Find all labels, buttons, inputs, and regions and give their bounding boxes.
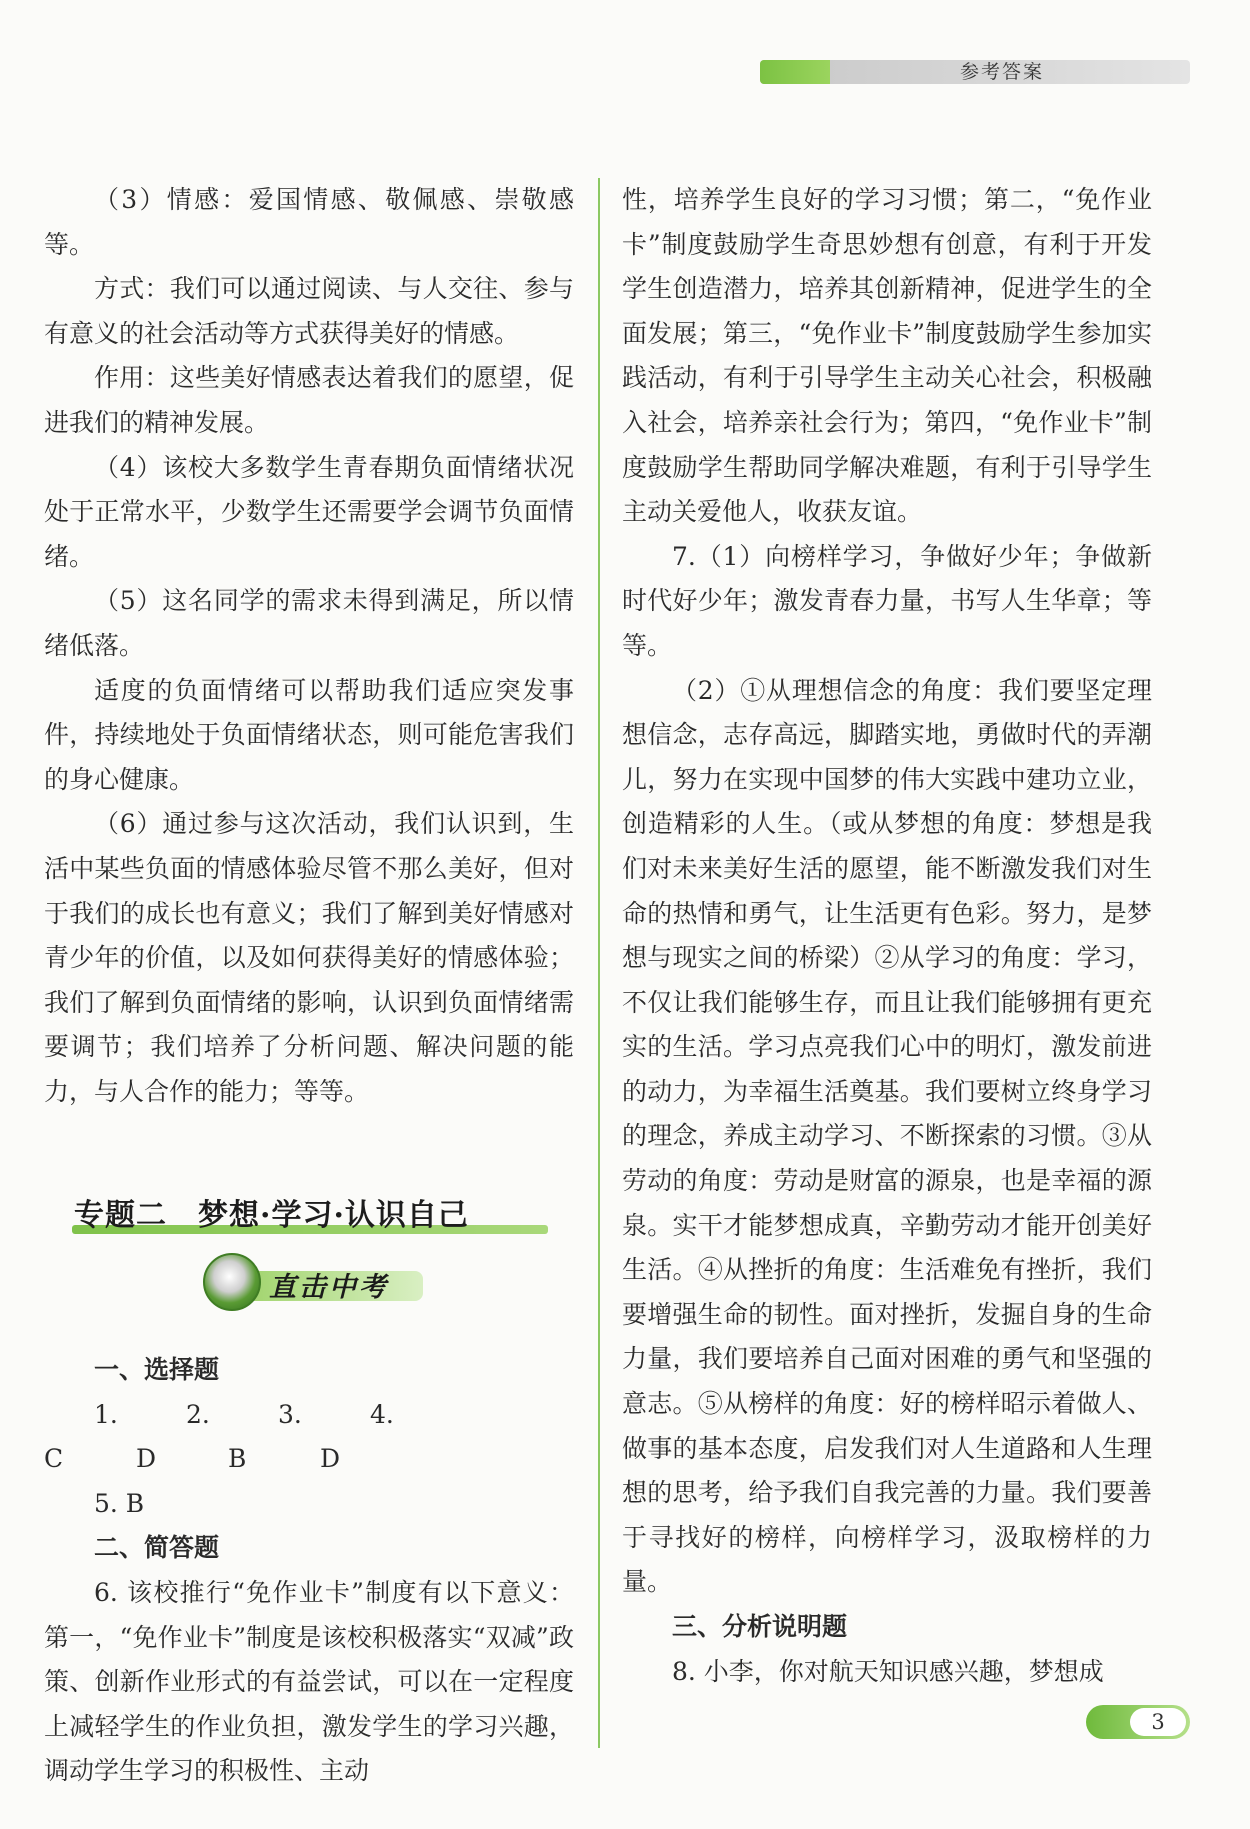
paragraph: 7.（1）向榜样学习，争做好少年；争做新时代好少年；激发青春力量，书写人生华章；等等。 [622, 541, 1152, 660]
paragraph: 适度的负面情绪可以帮助我们适应突发事件，持续地处于负面情绪状态，则可能危害我们的身心健康。 [44, 675, 574, 794]
paragraph: （2）①从理想信念的角度：我们要坚定理想信念，志存高远，脚踏实地，勇做时代的弄潮儿，努力在实现中国梦的伟大实践中建功立业，创造精彩的人生。（或从梦想的角度：梦想是我们对未来美好生活的愿望，能不断激发我们对生命的热情和勇气，让生活更有色彩。努力，是梦想与现实之间的桥梁）②从学习的角度：学习，不仅让我们能够生存，而且让我们能够拥有更充实的生活。学习点亮我们心中的明灯，激发前进的动力，为幸福生活奠基。我们要树立终身学习的理念，养成主动学习、不断探索的习惯。③从劳动的角度：劳动是财富的源泉，也是幸福的源泉。实干才能梦想成真，辛勤劳动才能开创美好生活。④从挫折的角度：生活难免有挫折，我们要增强生命的韧性。面对挫折，发掘自身的生命力量，我们要培养自己面对困难的勇气和坚强的意志。⑤从榜样的角度：好的榜样昭示着做人、做事的基本态度，启发我们对人生道路和人生理想的思考，给予我们自我完善的力量。我们要善于寻找好的榜样，向榜样学习，汲取榜样的力量。 [622, 675, 1152, 1597]
choice-answer: 2. D [136, 1399, 210, 1474]
paragraph: （5）这名同学的需求未得到满足，所以情绪低落。 [44, 586, 574, 660]
left-column [44, 178, 574, 1114]
paragraph: 6. 该校推行“免作业卡”制度有以下意义：第一，“免作业卡”制度是该校积极落实“双减”政策、创新作业形式的有益尝试，可以在一定程度上减轻学生的作业负担，激发学生的学习兴趣，调动学生学习的积极性、主动 [44, 1577, 574, 1786]
choice-answer: 1. C [44, 1399, 118, 1474]
paragraph: 8. 小李，你对航天知识感兴趣，梦想成 [672, 1656, 1104, 1686]
running-header-title: 参考答案 [960, 61, 1045, 83]
header-accent [760, 60, 830, 84]
page-number: 3 [1130, 1708, 1186, 1736]
choice-answers-row [44, 1393, 574, 1482]
paragraph: 方式：我们可以通过阅读、与人交往、参与有意义的社会活动等方式获得美好的情感。 [44, 274, 574, 348]
choice-answer: 3. B [228, 1399, 302, 1474]
short-answer-heading: 二、简答题 [94, 1533, 220, 1563]
exam-badge [203, 1251, 423, 1311]
badge-ball-icon [203, 1253, 261, 1311]
right-column [622, 178, 1152, 1694]
paragraph: 性，培养学生良好的学习习惯；第二，“免作业卡”制度鼓励学生奇思妙想有创意，有利于开发学生创造潜力，培养其创新精神，促进学生的全面发展；第三，“免作业卡”制度鼓励学生参加实践活动，有利于引导学生主动关心社会，积极融入社会，培养亲社会行为；第四，“免作业卡”制度鼓励学生帮助同学解决难题，有利于引导学生主动关爱他人，收获友谊。 [622, 185, 1152, 527]
analysis-heading: 三、分析说明题 [672, 1612, 848, 1641]
choice-answer: 5. B [94, 1488, 145, 1518]
choice-heading: 一、选择题 [94, 1355, 220, 1384]
paragraph: （4）该校大多数学生青春期负面情绪状况处于正常水平，少数学生还需要学会调节负面情绪。 [44, 452, 574, 571]
paragraph: 作用：这些美好情感表达着我们的愿望，促进我们的精神发展。 [44, 363, 574, 437]
section-banner [72, 1190, 548, 1236]
section-title: 专题二 梦想·学习·认识自己 [74, 1198, 469, 1233]
left-column-lower [44, 1348, 574, 1794]
column-divider [598, 178, 600, 1748]
page-number-badge [1086, 1705, 1190, 1739]
choice-answer: 4. D [320, 1399, 394, 1474]
paragraph: （6）通过参与这次活动，我们认识到，生活中某些负面的情感体验尽管不那么美好，但对于我们的成长也有意义；我们了解到美好情感对青少年的价值，以及如何获得美好的情感体验；我们了解到负面情绪的影响，认识到负面情绪需要调节；我们培养了分析问题、解决问题的能力，与人合作的能力；等等。 [44, 809, 574, 1106]
badge-label: 直击中考 [269, 1272, 389, 1303]
paragraph: （3）情感：爱国情感、敬佩感、崇敬感等。 [44, 185, 574, 259]
choice-answers-row [44, 1482, 574, 1527]
